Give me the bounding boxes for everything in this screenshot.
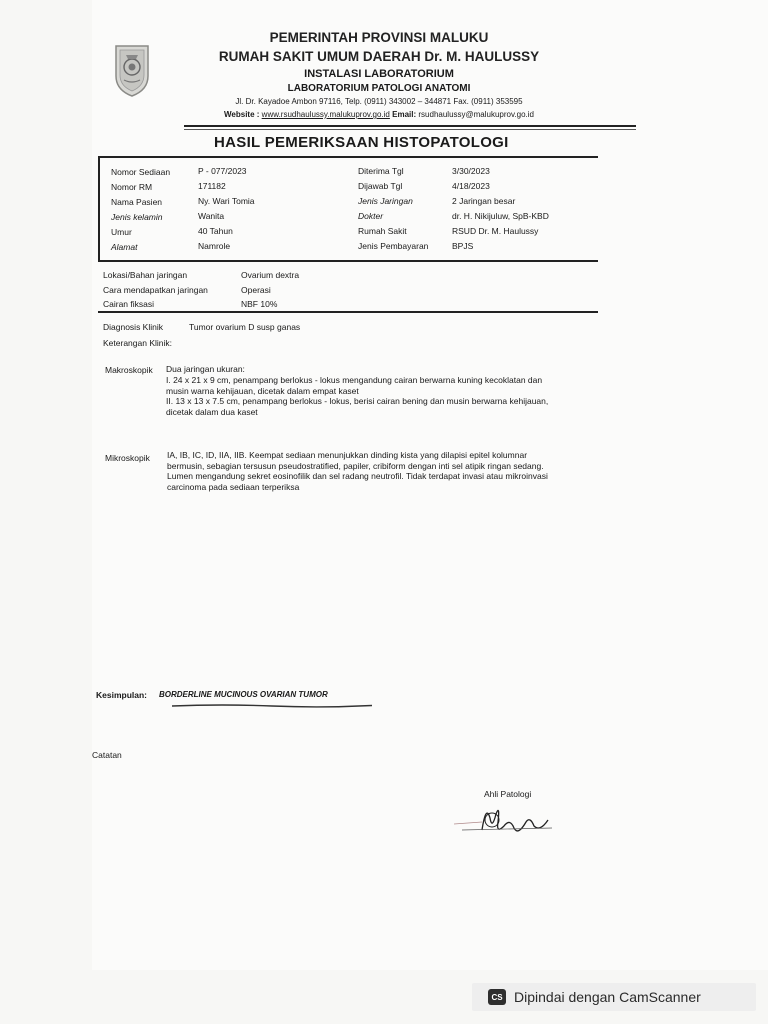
label-diterima-tgl: Diterima Tgl xyxy=(358,166,404,176)
mikroskopik-text xyxy=(167,450,637,492)
label-catatan: Catatan xyxy=(92,750,122,760)
provincial-emblem-icon xyxy=(112,42,152,98)
camscanner-label: Dipindai dengan CamScanner xyxy=(514,989,701,1005)
header-address: Jl. Dr. Kayadoe Ambon 97116, Telp. (0911) 343002 – 344871 Fax. (0911) 353595 xyxy=(235,97,523,106)
value-dijawab-tgl: 4/18/2023 xyxy=(452,181,490,191)
patient-box-left-border xyxy=(98,156,100,260)
label-diagnosis-klinik: Diagnosis Klinik xyxy=(103,322,163,332)
value-cara-mendapatkan: Operasi xyxy=(241,285,271,295)
makroskopik-text xyxy=(166,375,636,417)
value-jenis-kelamin: Wanita xyxy=(198,211,225,221)
header-divider xyxy=(184,125,636,127)
label-umur: Umur xyxy=(111,227,132,237)
label-dokter: Dokter xyxy=(358,211,384,221)
signature-title: Ahli Patologi xyxy=(484,789,532,799)
value-dokter: dr. H. Nikijuluw, SpB-KBD xyxy=(452,211,549,221)
label-alamat: Alamat xyxy=(111,242,138,252)
value-kesimpulan: BORDERLINE MUCINOUS OVARIAN TUMOR xyxy=(159,690,328,699)
value-rumah-sakit: RSUD Dr. M. Haulussy xyxy=(452,226,539,236)
label-nomor-rm: Nomor RM xyxy=(111,182,153,192)
makroskopik-line: II. 13 x 13 x 7.5 cm, penampang berlokus - lokus, berisi cairan bening dan musin berwarna kehijauan, xyxy=(166,396,549,406)
header-installation: INSTALASI LABORATORIUM xyxy=(304,68,454,80)
makroskopik-line: dicetak dalam dua kaset xyxy=(166,406,258,417)
email-label: Email: xyxy=(392,110,417,119)
header-divider-thin xyxy=(184,129,636,130)
mikroskopik-line: Lumen mengandung sekret eosinofilik dan sel radang neutrofil. Tidak terdapat invasi atau mikroinvasi xyxy=(167,471,548,481)
camscanner-watermark xyxy=(472,983,756,1011)
value-lokasi-jaringan: Ovarium dextra xyxy=(241,270,300,280)
label-lokasi-jaringan: Lokasi/Bahan jaringan xyxy=(103,270,188,280)
website-label: Website : xyxy=(224,110,260,119)
label-makroskopik: Makroskopik xyxy=(105,365,153,375)
label-nomor-sediaan: Nomor Sediaan xyxy=(111,167,171,177)
page-title: HASIL PEMERIKSAAN HISTOPATOLOGI xyxy=(214,134,509,151)
mikroskopik-line: IA, IB, IC, ID, IIA, IIB. Keempat sediaan menunjukkan dinding kista yang dilapisi epitel kolumnar xyxy=(167,450,528,460)
header-contact xyxy=(184,110,574,119)
header-lab: LABORATORIUM PATOLOGI ANATOMI xyxy=(287,83,471,94)
makroskopik-line: I. 24 x 21 x 9 cm, penampang berlokus - lokus mengandung cairan berwarna kuning kecoklatan dan xyxy=(166,375,543,385)
makroskopik-intro: Dua jaringan ukuran: xyxy=(166,364,245,374)
label-cairan-fiksasi: Cairan fiksasi xyxy=(103,299,155,309)
label-rumah-sakit: Rumah Sakit xyxy=(358,226,407,236)
makroskopik-line: musin warna kehijauan, dicetak dalam empat kaset xyxy=(166,385,359,396)
email-address: rsudhaulussy@malukuprov.go.id xyxy=(418,110,534,119)
mikroskopik-line: bermusin, sebagian tersusun pseudostratified, papiler, cribiform dengan inti sel atipik ringan sedang. xyxy=(167,460,544,471)
label-jenis-jaringan: Jenis Jaringan xyxy=(358,196,413,206)
patient-box-bottom-border xyxy=(98,260,598,262)
value-jenis-pembayaran: BPJS xyxy=(452,241,474,251)
label-jenis-pembayaran: Jenis Pembayaran xyxy=(358,241,429,251)
value-nomor-sediaan: P - 077/2023 xyxy=(198,166,247,176)
kesimpulan-underline xyxy=(172,704,372,708)
value-nomor-rm: 171182 xyxy=(198,181,226,191)
label-kesimpulan: Kesimpulan: xyxy=(96,690,148,700)
label-keterangan-klinik: Keterangan Klinik: xyxy=(103,338,172,348)
signature-icon xyxy=(452,800,562,840)
value-alamat: Namrole xyxy=(198,241,231,251)
header-government: PEMERINTAH PROVINSI MALUKU xyxy=(269,30,489,45)
value-cairan-fiksasi: NBF 10% xyxy=(241,299,278,309)
label-cara-mendapatkan: Cara mendapatkan jaringan xyxy=(103,285,208,295)
header-hospital: RUMAH SAKIT UMUM DAERAH Dr. M. HAULUSSY xyxy=(218,49,540,64)
website-link[interactable]: www.rsudhaulussy.malukuprov.go.id xyxy=(261,110,390,119)
value-umur: 40 Tahun xyxy=(198,226,233,236)
label-mikroskopik: Mikroskopik xyxy=(105,453,150,463)
title-underline xyxy=(98,156,598,158)
value-diagnosis-klinik: Tumor ovarium D susp ganas xyxy=(189,322,301,332)
camscanner-icon: CS xyxy=(488,989,506,1005)
value-diterima-tgl: 3/30/2023 xyxy=(452,166,490,176)
specimen-divider xyxy=(98,311,598,313)
mikroskopik-line: carcinoma pada sediaan terperiksa xyxy=(167,481,300,492)
label-jenis-kelamin: Jenis kelamin xyxy=(111,212,163,222)
value-jenis-jaringan: 2 Jaringan besar xyxy=(452,196,516,206)
label-dijawab-tgl: Dijawab Tgl xyxy=(358,181,403,191)
label-nama-pasien: Nama Pasien xyxy=(111,197,163,207)
value-nama-pasien: Ny. Wari Tomia xyxy=(198,196,255,206)
